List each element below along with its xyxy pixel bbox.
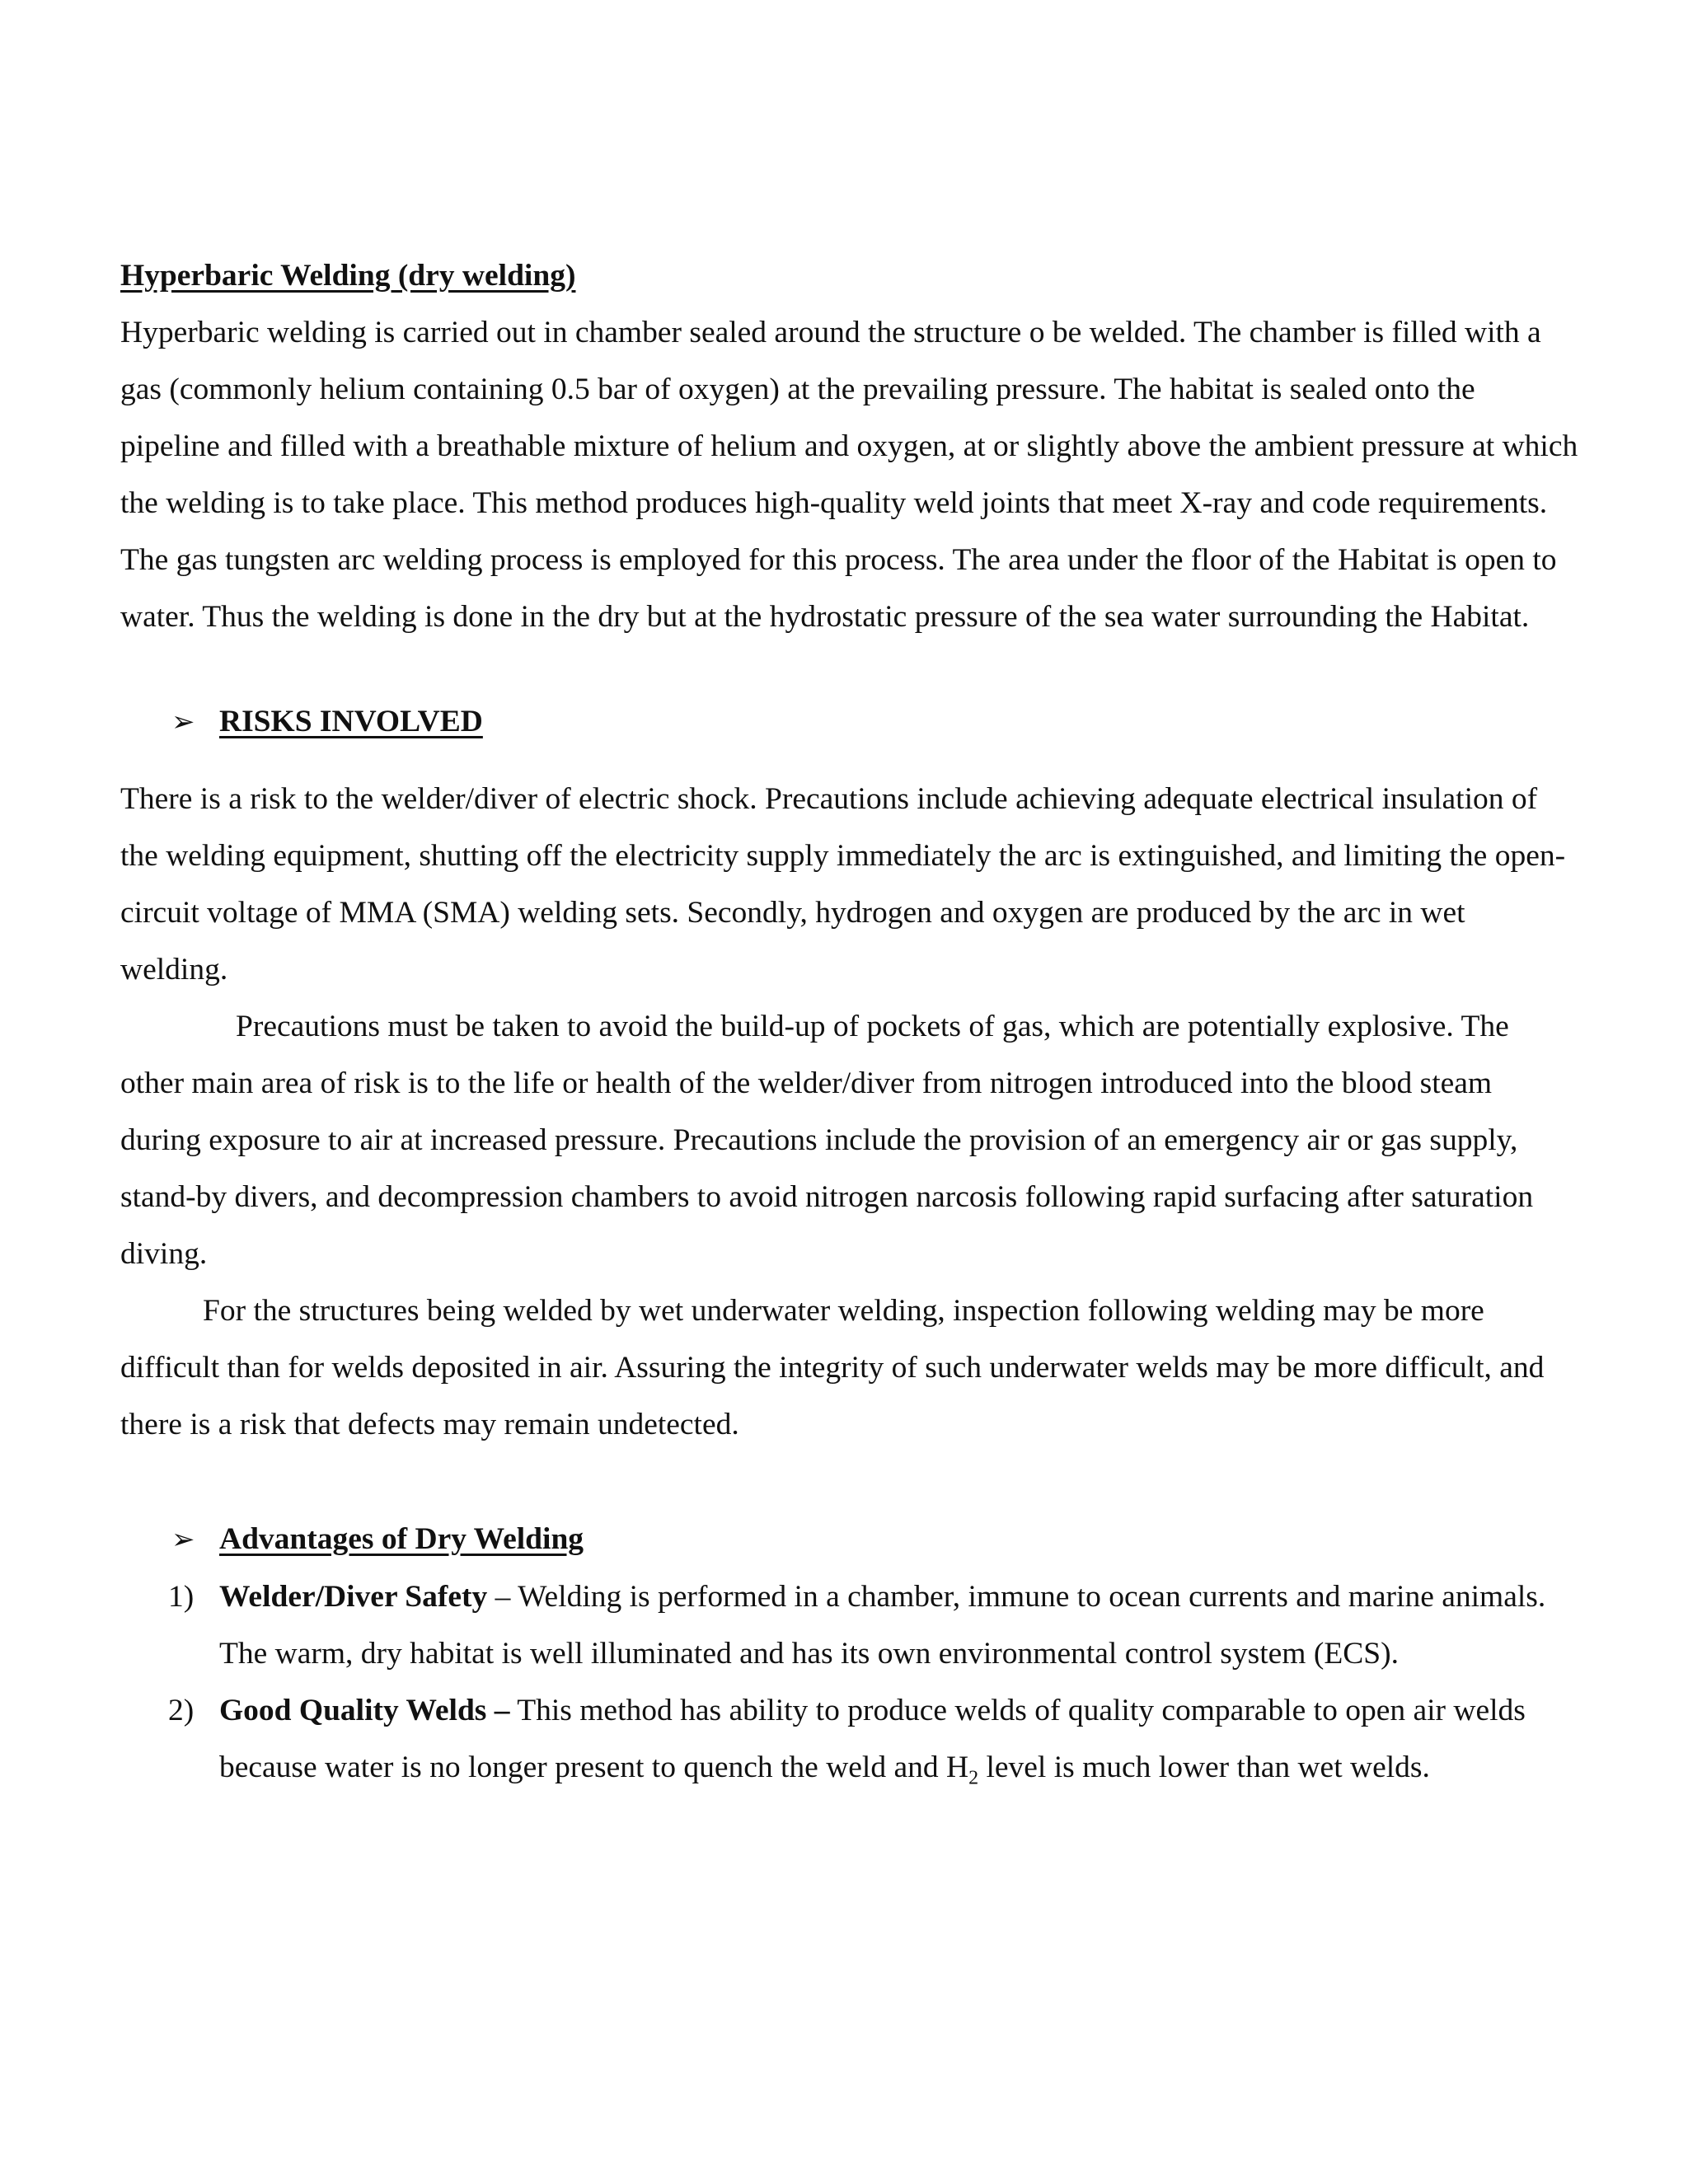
advantages-heading xyxy=(171,1511,1579,1568)
arrow-bullet-icon: ➢ xyxy=(171,1525,195,1555)
list-item-separator: – xyxy=(487,1580,518,1614)
arrow-bullet-icon: ➢ xyxy=(171,707,195,738)
list-item-body xyxy=(219,1568,1579,1682)
list-item-body xyxy=(219,1682,1579,1796)
list-item xyxy=(168,1682,1579,1796)
list-number: 1) xyxy=(168,1580,195,1614)
advantages-title: Advantages of Dry Welding xyxy=(219,1522,584,1556)
list-item-text: Welding is performed in a chamber, immune to ocean currents and marine animals. The warm, dry habitat is well illuminated and has its own environmental control system (ECS). xyxy=(219,1580,1546,1671)
intro-paragraph: Hyperbaric welding is carried out in chamber sealed around the structure o be welded. The chamber is filled with a gas (commonly helium containing 0.5 bar of oxygen) at the prevailing pressure. The habitat is sealed onto the pipeline and filled with a breathable mixture of helium and oxygen, at or slightly above the ambient pressure at which the welding is to take place. This method produces high-quality weld joints that meet X-ray and code requirements. The gas tungsten arc welding process is employed for this process. The area under the floor of the Habitat is open to water. Thus the welding is done in the dry but at the hydrostatic pressure of the sea water surrounding the Habitat. xyxy=(120,316,1578,634)
risks-paragraph-1: There is a risk to the welder/diver of electric shock. Precautions include achieving adequate electrical insulation of the welding equipment, shutting off the electricity supply immediately the arc is extinguished, and limiting the open-circuit voltage of MMA (SMA) welding sets. Secondly, hydrogen and oxygen are produced by the arc in wet welding. xyxy=(120,782,1566,987)
risks-paragraph-3: For the structures being welded by wet underwater welding, inspection following welding may be more difficult than for welds deposited in air. Assuring the integrity of such underwater welds may be more difficult, and there is a risk that defects may remain undetected. xyxy=(120,1294,1545,1441)
risks-paragraph-2: Precautions must be taken to avoid the build-up of pockets of gas, which are potentially explosive. The other main area of risk is to the life or health of the welder/diver from nitrogen introduced into the blood steam during exposure to air at increased pressure. Precautions include the provision of an emergency air or gas supply, stand-by divers, and decompression chambers to avoid nitrogen narcosis following rapid surfacing after saturation diving. xyxy=(120,1010,1534,1271)
list-item xyxy=(168,1568,1579,1682)
subscript: 2 xyxy=(968,1767,979,1789)
list-item-term: Welder/Diver Safety xyxy=(219,1580,488,1614)
document-page xyxy=(120,247,1579,1796)
list-item-term: Good Quality Welds – xyxy=(219,1694,510,1727)
risks-title: RISKS INVOLVED xyxy=(219,705,483,738)
list-number: 2) xyxy=(168,1694,195,1727)
risks-heading xyxy=(171,693,1579,751)
list-item-text-continued: level is much lower than wet welds. xyxy=(978,1750,1430,1784)
page-title: Hyperbaric Welding (dry welding) xyxy=(120,259,576,293)
list-item-text: This method has ability to produce welds of quality comparable to open air welds because water is no longer present to quench the weld and H xyxy=(219,1694,1526,1784)
